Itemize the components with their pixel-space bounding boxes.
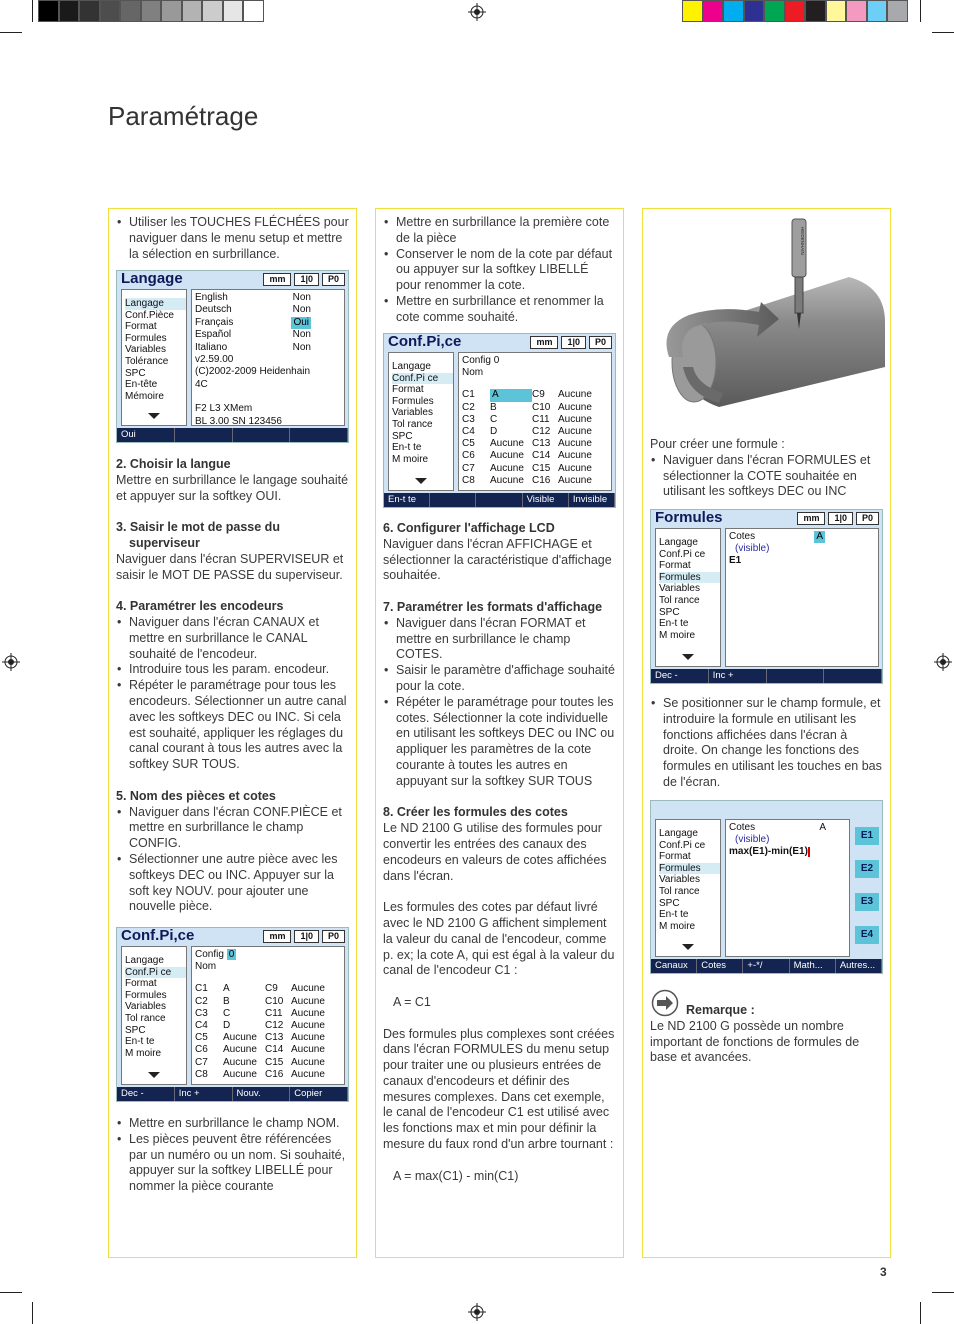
color-swatch <box>805 0 826 22</box>
down-arrow-icon <box>148 1072 160 1078</box>
menu-item[interactable]: Tol rance <box>659 594 700 606</box>
crop-mark <box>920 1302 921 1324</box>
color-swatch <box>223 0 244 22</box>
lcd-langage-screen: Langage mm 1|0 P0 Langage Conf.Pièce Format Formules Variables Tolérance SPC En-tête Mémoire English Non Deutsch Non Français Oui Español Non Italiano Non v2.59.00 (C)2002-2009 Heidenhain 4C F2 L3 XMem BL 3.00 SN 123456 Oui <box>116 270 349 443</box>
process-color-bar <box>682 0 908 22</box>
softkey[interactable] <box>824 669 882 683</box>
dimension-cell: C7 <box>462 462 475 474</box>
dimension-cell: C13 <box>265 1032 284 1044</box>
dimension-cell: C4 <box>195 1020 208 1032</box>
language-row[interactable] <box>195 304 341 316</box>
dimension-cell: C8 <box>462 474 475 486</box>
softkey[interactable]: Copier <box>290 1087 348 1101</box>
dimension-row[interactable] <box>462 402 608 414</box>
menu-item[interactable]: M moire <box>392 453 429 465</box>
menu-item[interactable]: Format <box>125 321 157 333</box>
softkey-bar <box>651 959 882 973</box>
softkey-bar <box>117 1087 348 1101</box>
down-arrow-icon <box>415 478 427 484</box>
col1-steps: 2. Choisir la langue Mettre en surbrillance le langage souhaité et appuyer sur la softkey OUI. 3. Saisir le mot de passe du superviseur Naviguer dans l'écran SUPERVISEUR et saisir le MOT DE PASSE du superviseur. 4. Paramétrer les encodeurs • Naviguer dans l'écran CANAUX et mettre en surbrillance le CANAL souhaité de l'encodeur. • Introduire tous les param. encodeur. • Répéter le paramétrage pour tous les encodeurs. Sélectionner un autre canal avec les softkeys DEC ou INC. Si cela est souhaité, appliquer les réglages du canal courant à tous les autres avec la softkey SUR TOUS. 5. Nom des pièces et cotes • Naviguer dans l'écran CONF.PIÈCE et mettre en surbrillance le champ CONFIG. • Sélectionner une autre pièce avec les softkeys DEC ou INC. Appuyer sur la soft key NOUV. pour ajouter une nouvelle pièce. <box>116 457 349 915</box>
col3-remark: Remarque : Le ND 2100 G possède un nombre important de fonctions de formules de base et avancées. <box>650 1003 860 1065</box>
column-2 <box>375 208 624 1258</box>
down-arrow-icon <box>148 413 160 419</box>
menu-item[interactable]: M moire <box>125 1047 162 1059</box>
softkey-bar <box>117 428 348 442</box>
dimension-cell: Aucune <box>291 1056 325 1068</box>
dimension-cell: C1 <box>195 983 208 995</box>
dimension-cell: C6 <box>462 450 475 462</box>
dimension-cell: C5 <box>462 438 475 450</box>
color-swatch <box>59 0 80 22</box>
menu-item[interactable]: Tolérance <box>125 355 169 367</box>
color-swatch <box>764 0 785 22</box>
dimension-cell: C8 <box>195 1068 208 1080</box>
dimension-cell: C15 <box>265 1056 284 1068</box>
language-name: Français <box>195 316 234 328</box>
setup-menu <box>655 819 721 957</box>
dimension-cell: C7 <box>195 1056 208 1068</box>
registration-mark-icon <box>468 1303 486 1321</box>
dimension-cell: C11 <box>532 413 550 425</box>
language-name: Español <box>195 329 232 341</box>
color-swatch <box>243 0 264 22</box>
dimension-cell: D <box>490 426 498 438</box>
crop-mark <box>932 32 954 33</box>
dimension-cell: Aucune <box>558 426 592 438</box>
color-swatch <box>887 0 908 22</box>
color-swatch <box>682 0 703 22</box>
menu-item[interactable]: Langage <box>125 955 164 966</box>
dimension-cell: Aucune <box>223 1032 257 1044</box>
language-row[interactable] <box>195 317 341 329</box>
menu-item[interactable]: Conf.Pi ce <box>659 839 706 851</box>
dimension-cell: Aucune <box>490 462 524 474</box>
dimension-row[interactable] <box>462 389 608 401</box>
dimension-cell: Aucune <box>490 474 524 486</box>
dimension-cell: C1 <box>462 389 475 401</box>
color-swatch <box>867 0 888 22</box>
col1-intro: • Utiliser les TOUCHES FLÉCHÉES pour naviguer dans le menu setup et mettre la sélection en surbrillance. <box>116 215 349 262</box>
menu-item[interactable]: M moire <box>659 920 696 932</box>
menu-item[interactable]: SPC <box>392 430 413 442</box>
dimension-row[interactable] <box>195 996 341 1008</box>
registration-mark-icon <box>468 3 486 21</box>
menu-item[interactable]: Formules <box>125 332 167 344</box>
softkey[interactable]: Nouv. <box>233 1087 291 1101</box>
gray-color-bar <box>38 0 264 22</box>
dimension-cell: Aucune <box>558 462 592 474</box>
dimension-cell: C3 <box>462 413 475 425</box>
down-arrow-icon <box>682 944 694 950</box>
dimension-row[interactable] <box>462 463 608 475</box>
page-number: 3 <box>880 1265 887 1279</box>
col1-end: • Mettre en surbrillance le champ NOM. • Les pièces peuvent être référencées par un numéro ou un nom. Si souhaité, appuyer sur la softkey LIBELLÉ pour nommer la pièce courante <box>116 1116 349 1195</box>
col2-intro: • Mettre en surbrillance la première cote de la pièce • Conserver le nom de la cote par défaut ou appuyer sur la softkey LIBELLÉ pour renommer la cote. • Mettre en surbrillance et renommer la cote comme souhaité. <box>383 215 616 326</box>
down-arrow-icon <box>682 654 694 660</box>
dimension-cell: Aucune <box>291 1068 325 1080</box>
menu-item[interactable]: Langage <box>659 828 698 839</box>
menu-item[interactable]: Conf.Pi ce <box>125 967 186 979</box>
menu-item[interactable]: Variables <box>125 1001 166 1013</box>
dimension-row[interactable] <box>462 426 608 438</box>
softkey-bar <box>651 669 882 683</box>
lcd-formula-edit-screen <box>650 800 883 974</box>
setup-menu <box>655 528 721 667</box>
dimension-cell: C6 <box>195 1044 208 1056</box>
dimension-cell: Aucune <box>291 1007 325 1019</box>
page-title: Paramétrage <box>108 101 259 131</box>
menu-item[interactable]: Langage <box>125 298 186 310</box>
dimension-row[interactable] <box>195 1032 341 1044</box>
part-config-table: Config 0 Nom C1 A C9 Aucune C2 B C10 Aucune C3 C C11 Aucune C4 D C12 Aucune C5 Aucune C13 Aucune C6 Aucune C14 Aucune C7 Aucune C15 Aucune C8 Aucune C16 Aucune <box>458 352 612 491</box>
softkey[interactable]: Visible <box>523 493 569 507</box>
dimension-cell: C9 <box>265 983 278 995</box>
language-status: Non <box>292 341 311 353</box>
dimension-cell: Aucune <box>558 474 592 486</box>
part-config-table: Config 0 Nom C1 A C9 Aucune C2 B C10 Aucune C3 C C11 Aucune C4 D C12 Aucune C5 Aucune C13 Aucune C6 Aucune C14 Aucune C7 Aucune C15 Aucune C8 Aucune C16 Aucune <box>191 946 345 1085</box>
dimension-cell: C13 <box>532 438 551 450</box>
softkey[interactable]: Canaux <box>651 959 697 973</box>
softkey[interactable]: Math... <box>790 959 836 973</box>
menu-item[interactable]: Format <box>659 560 691 572</box>
dimension-cell: Aucune <box>223 1068 257 1080</box>
softkey[interactable]: Dec - <box>651 669 709 683</box>
setup-menu <box>388 352 454 491</box>
function-key-e4[interactable]: E4 <box>855 926 879 944</box>
crop-mark <box>32 1302 33 1324</box>
color-swatch <box>785 0 806 22</box>
menu-item[interactable]: Conf.Pi ce <box>659 548 706 560</box>
dimension-row[interactable] <box>462 450 608 462</box>
dimension-cell: Aucune <box>223 1056 257 1068</box>
dimension-cell: Aucune <box>291 995 325 1007</box>
menu-item[interactable]: Formules <box>659 863 720 875</box>
color-swatch <box>141 0 162 22</box>
menu-item[interactable]: Format <box>392 384 424 396</box>
lcd-conf-piece-screen: Conf.Pi,ce mm 1|0 P0 Langage Conf.Pi ce Format Formules Variables Tol rance SPC En-t te M moire Config 0 Nom C1 A C9 Aucune C2 B C10 Aucune C3 C C11 Aucune C4 D C12 Aucune C5 Aucune C13 Aucune C6 Aucune C14 Aucune C7 Aucune C15 Aucune C8 Aucune C16 Aucune Dec - Inc + Nouv. Copier <box>116 927 349 1102</box>
function-key-e1[interactable]: E1 <box>855 827 879 845</box>
language-name: Deutsch <box>195 304 232 316</box>
menu-item[interactable]: M moire <box>659 629 696 641</box>
menu-item[interactable]: Langage <box>392 361 431 372</box>
softkey[interactable]: Cotes <box>697 959 743 973</box>
dimension-row[interactable] <box>195 1057 341 1069</box>
menu-item[interactable]: Tol rance <box>392 418 433 430</box>
menu-item[interactable]: SPC <box>125 367 146 379</box>
setup-menu <box>121 289 187 426</box>
dimension-cell: Aucune <box>558 401 592 413</box>
menu-item[interactable]: Langage <box>659 537 698 548</box>
setup-menu <box>121 946 187 1085</box>
crop-mark <box>32 0 33 22</box>
dimension-cell: Aucune <box>291 983 325 995</box>
softkey[interactable] <box>290 428 348 442</box>
dimension-cell: C5 <box>195 1032 208 1044</box>
lcd-formules-screen: Formules mm 1|0 P0 Langage Conf.Pi ce Format Formules Variables Tol rance SPC En-t te M moire Cotes A (visible) E1 Dec - Inc + <box>650 509 883 684</box>
dimension-row[interactable] <box>195 1020 341 1032</box>
menu-item[interactable]: Formules <box>659 572 720 584</box>
color-swatch <box>161 0 182 22</box>
menu-item[interactable]: Formules <box>392 395 434 407</box>
dimension-cell: C16 <box>532 474 551 486</box>
color-swatch <box>79 0 100 22</box>
crop-mark <box>0 1292 22 1293</box>
dimension-cell: B <box>223 995 230 1007</box>
menu-item[interactable]: SPC <box>125 1024 146 1036</box>
menu-item[interactable]: Format <box>125 978 157 990</box>
col3-intro: Pour créer une formule : • Naviguer dans l'écran FORMULES et sélectionner la COTE souhaitée en utilisant les softkeys DEC ou INC <box>650 437 883 500</box>
menu-item[interactable]: Formules <box>125 989 167 1001</box>
dimension-cell: C10 <box>265 995 284 1007</box>
col3-step2: • Se positionner sur le champ formule, et introduire la formule en utilisant les fonctions affichées dans l'écran à droite. On change les fonctions des formules en utilisant les touches en bas de l'écran. <box>650 696 883 791</box>
softkey[interactable]: Inc + <box>175 1087 233 1101</box>
color-swatch <box>744 0 765 22</box>
menu-item[interactable]: En-t te <box>659 618 689 630</box>
dimension-cell: B <box>490 401 497 413</box>
function-key-e2[interactable]: E2 <box>855 860 879 878</box>
dimension-cell: Aucune <box>558 438 592 450</box>
softkey-bar <box>384 493 615 507</box>
color-swatch <box>100 0 121 22</box>
softkey[interactable]: +-*/ <box>743 959 789 973</box>
registration-mark-icon <box>934 653 952 671</box>
menu-item[interactable]: Variables <box>659 583 700 595</box>
dimension-cell: C16 <box>265 1068 284 1080</box>
dimension-cell: C10 <box>532 401 551 413</box>
softkey[interactable] <box>233 428 291 442</box>
menu-item[interactable]: En-t te <box>392 442 422 454</box>
dimension-row[interactable] <box>462 475 608 487</box>
dimension-cell: C2 <box>195 995 208 1007</box>
dimension-row[interactable] <box>462 414 608 426</box>
crop-mark <box>920 0 921 22</box>
lcd-conf-piece-visible-screen: Conf.Pi,ce mm 1|0 P0 Langage Conf.Pi ce Format Formules Variables Tol rance SPC En-t te M moire Config 0 Nom C1 A C9 Aucune C2 B C10 Aucune C3 C C11 Aucune C4 D C12 Aucune C5 Aucune C13 Aucune C6 Aucune C14 Aucune C7 Aucune C15 Aucune C8 Aucune C16 Aucune En-t te Visible Invisible <box>383 333 616 508</box>
dimension-cell: C14 <box>532 450 551 462</box>
registration-mark-icon <box>2 653 20 671</box>
color-swatch <box>846 0 867 22</box>
dimension-cell: C4 <box>462 426 475 438</box>
dimension-cell: C9 <box>532 389 545 401</box>
menu-item[interactable]: Variables <box>659 874 700 886</box>
menu-item[interactable]: SPC <box>659 606 680 618</box>
dimension-cell: Aucune <box>291 1044 325 1056</box>
softkey[interactable] <box>476 493 522 507</box>
dimension-cell: Aucune <box>223 1044 257 1056</box>
dimension-cell: C12 <box>265 1020 284 1032</box>
dimension-cell: C2 <box>462 401 475 413</box>
dimension-cell: Aucune <box>490 438 524 450</box>
softkey[interactable]: Dec - <box>117 1087 175 1101</box>
menu-item[interactable]: Variables <box>125 344 166 356</box>
softkey[interactable]: Oui <box>117 428 175 442</box>
menu-item[interactable]: Conf.Pièce <box>125 309 174 321</box>
menu-item[interactable]: Variables <box>392 407 433 419</box>
softkey[interactable]: Inc + <box>709 669 767 683</box>
language-list: English Non Deutsch Non Français Oui Español Non Italiano Non v2.59.00 (C)2002-2009 Heidenhain 4C F2 L3 XMem BL 3.00 SN 123456 <box>191 289 345 426</box>
dimension-row[interactable] <box>195 1044 341 1056</box>
menu-item[interactable]: Tol rance <box>659 885 700 897</box>
dimension-cell: C12 <box>532 426 551 438</box>
color-swatch <box>703 0 724 22</box>
softkey[interactable] <box>175 428 233 442</box>
dimension-row[interactable] <box>195 1069 341 1081</box>
dimension-cell: Aucune <box>291 1020 325 1032</box>
color-swatch <box>826 0 847 22</box>
language-status: Non <box>292 329 311 341</box>
dimension-cell: Aucune <box>291 1032 325 1044</box>
svg-text:HEIDENHAIN: HEIDENHAIN <box>800 227 805 255</box>
dimension-row[interactable] <box>195 983 341 995</box>
language-row[interactable] <box>195 342 341 354</box>
dimension-cell: C <box>223 1007 231 1019</box>
color-swatch <box>182 0 203 22</box>
language-status: Non <box>292 304 311 316</box>
column-1 <box>108 208 357 1258</box>
formula-editor: Cotes A (visible) max(E1)-min(E1) <box>725 819 850 957</box>
crop-mark <box>0 32 22 33</box>
dimension-cell: A <box>223 983 230 995</box>
dimension-cell: D <box>223 1020 231 1032</box>
language-status: Oui <box>293 316 309 328</box>
menu-item[interactable]: Conf.Pi ce <box>392 373 453 385</box>
softkey[interactable]: Invisible <box>569 493 615 507</box>
language-status: Non <box>292 292 311 303</box>
language-name: Italiano <box>195 341 228 353</box>
color-swatch <box>120 0 141 22</box>
menu-item[interactable]: En-t te <box>659 909 689 921</box>
probe-measuring-shaft-illustration <box>649 217 885 417</box>
menu-item[interactable]: Tol rance <box>125 1012 166 1024</box>
formula-panel: Cotes A (visible) E1 <box>725 528 879 667</box>
dimension-cell: Aucune <box>490 450 524 462</box>
dimension-row[interactable] <box>462 438 608 450</box>
dimension-cell: C <box>490 413 498 425</box>
dimension-cell: Aucune <box>558 450 592 462</box>
color-swatch <box>202 0 223 22</box>
menu-item[interactable]: Mémoire <box>125 390 164 402</box>
dimension-row[interactable] <box>195 1008 341 1020</box>
language-name: English <box>195 292 228 303</box>
dimension-cell: C14 <box>265 1044 284 1056</box>
softkey[interactable]: Autres... <box>836 959 882 973</box>
dimension-cell: Aucune <box>558 413 592 425</box>
language-row[interactable] <box>195 329 341 341</box>
crop-mark <box>932 1292 954 1293</box>
menu-item[interactable]: Format <box>659 851 691 863</box>
dimension-cell: A <box>490 389 532 401</box>
dimension-cell: C3 <box>195 1007 208 1019</box>
color-swatch <box>38 0 59 22</box>
dimension-cell: C15 <box>532 462 551 474</box>
column-3 <box>642 208 891 1258</box>
color-swatch <box>723 0 744 22</box>
function-key-e3[interactable]: E3 <box>855 893 879 911</box>
dimension-cell: Aucune <box>558 389 592 401</box>
menu-item[interactable]: En-t te <box>125 1036 155 1048</box>
menu-item[interactable]: SPC <box>659 897 680 909</box>
col2-steps: 6. Configurer l'affichage LCD Naviguer dans l'écran AFFICHAGE et sélectionner la caractéristique d'affichage souhaitée. 7. Paramétrer les formats d'affichage • Naviguer dans l'écran FORMAT et mettre en surbrillance le champ COTES. • Saisir le paramètre d'affichage souhaité pour la cote. • Répéter le paramétrage pour toutes les cotes. Sélectionner la cote individuelle en utilisant les softkeys DEC ou INC ou appliquer les paramètres de la cote courante à toutes les autres en appuyant sur la softkey SUR TOUS 8. Créer les formules des cotes Le ND 2100 G utilise des formules pour convertir les entrées des canaux des encodeurs en valeurs de cotes affichées dans l'écran. Les formules des cotes par défaut livré avec le ND 2100 G affichent simplement la valeur du canal de l'encodeur, comme p. ex; la cote A, qui est égal à la valeur du canal de l'encodeur C1 : A = C1 Des formules plus complexes sont créées dans l'écran FORMULES du menu setup pour traiter une ou plusieurs entrées de canaux d'encodeurs et définir des mesures complexes. Dans cet exemple, le canal de l'encodeur C1 est utilisé avec les fonctions max et min pour définir la mesure du faux rond d'un arbre tournant : A = max(C1) - min(C1) <box>383 521 616 1184</box>
dimension-cell: C11 <box>265 1007 283 1019</box>
softkey[interactable] <box>430 493 476 507</box>
softkey[interactable]: En-t te <box>384 493 430 507</box>
language-row[interactable] <box>195 292 341 304</box>
menu-item[interactable]: En-tête <box>125 379 158 391</box>
softkey[interactable] <box>767 669 825 683</box>
